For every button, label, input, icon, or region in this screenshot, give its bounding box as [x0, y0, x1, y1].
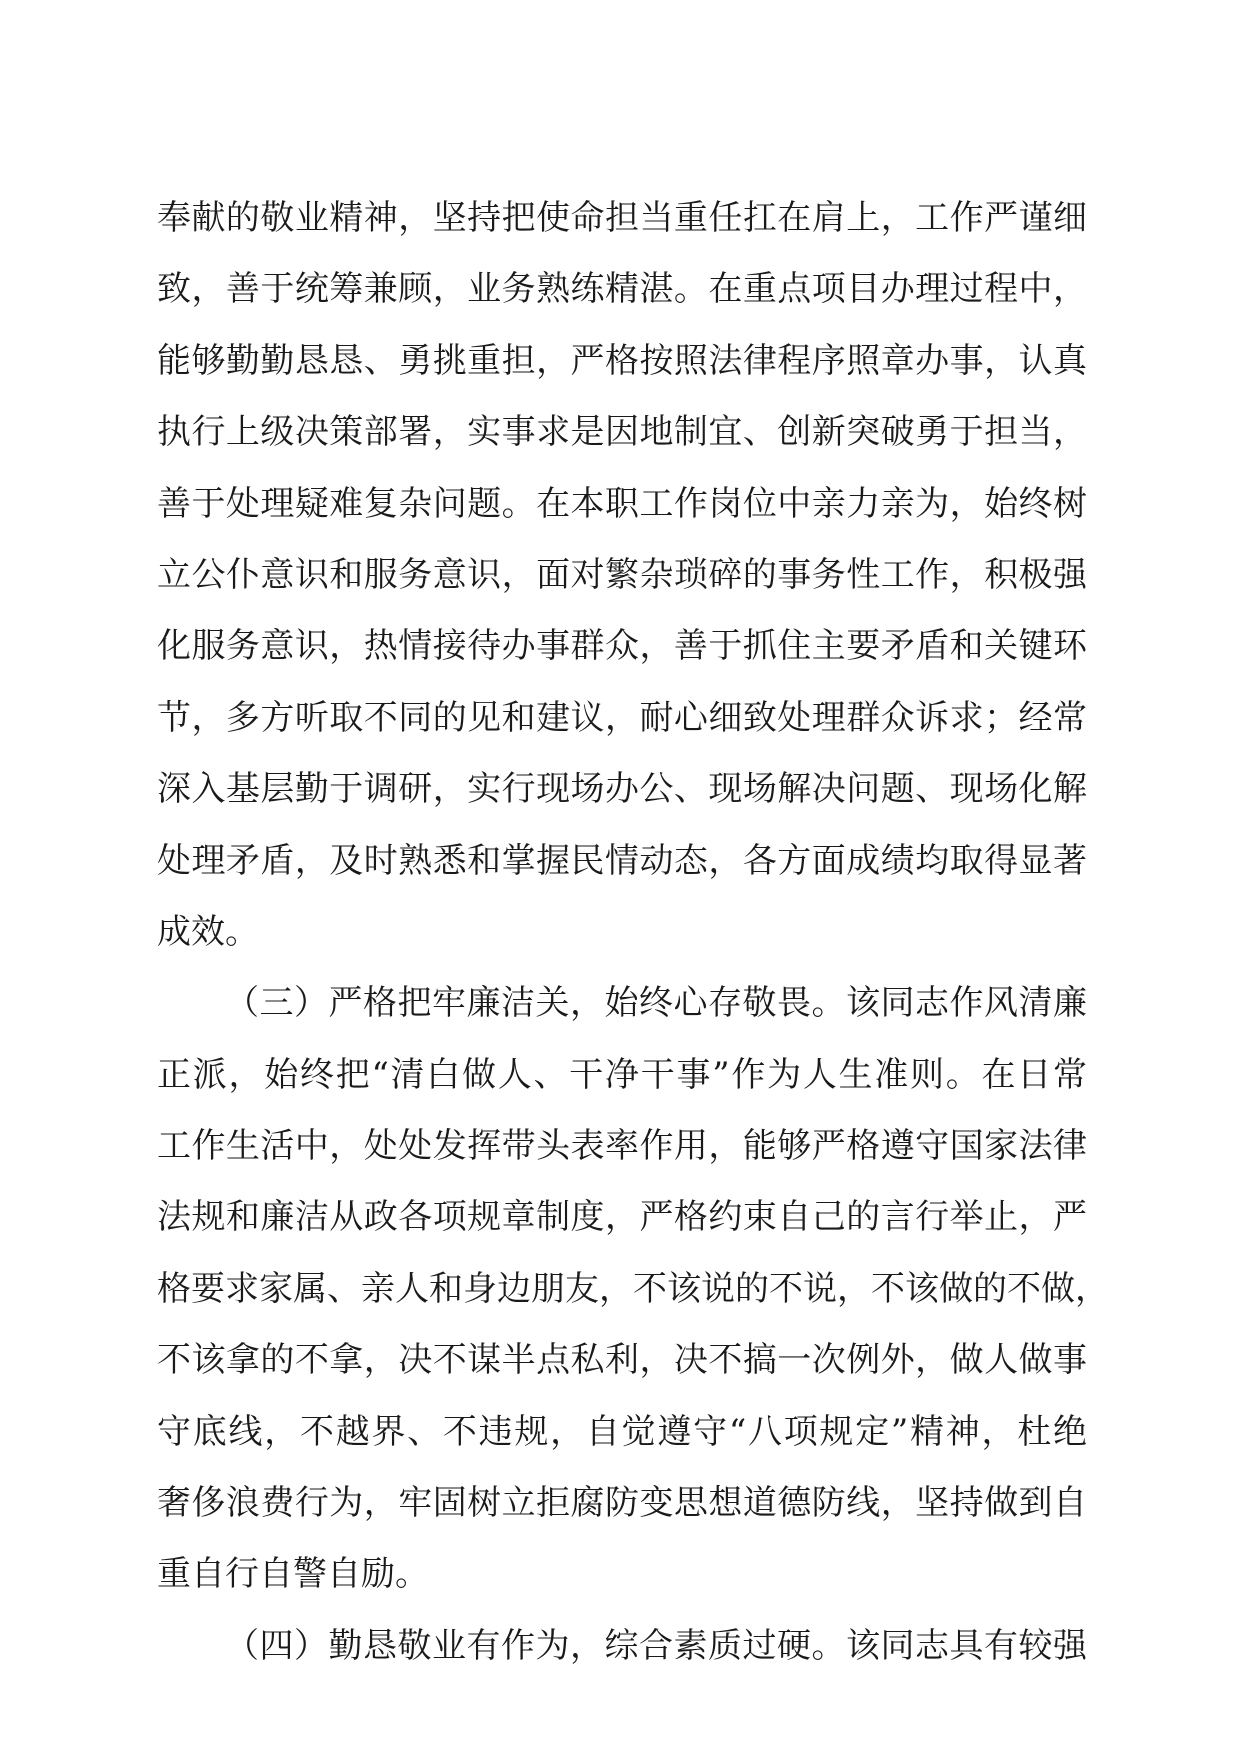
- paragraph-line: 成效。: [157, 911, 259, 952]
- paragraph-line: 格要求家属、亲人和身边朋友，不该说的不说，不该做的不做，: [157, 1268, 1109, 1309]
- paragraph-line: 法规和廉洁从政各项规章制度，严格约束自己的言行举止，严: [157, 1197, 1087, 1238]
- paragraph-line: 正派，始终把“清白做人、干净干事”作为人生准则。在日常: [157, 1054, 1087, 1095]
- document-body: [157, 183, 1109, 1682]
- paragraph-integrity: [157, 968, 1109, 1611]
- paragraph-line: 能够勤勤恳恳、勇挑重担，严格按照法律程序照章办事，认真: [157, 340, 1087, 381]
- paragraph-dedication: [157, 183, 1087, 968]
- paragraph-line: 节，多方听取不同的见和建议，耐心细致处理群众诉求；经常: [157, 697, 1087, 738]
- paragraph-line: 深入基层勤于调研，实行现场办公、现场解决问题、现场化解: [157, 769, 1087, 810]
- paragraph-line: 不该拿的不拿，决不谋半点私利，决不搞一次例外，做人做事: [157, 1340, 1087, 1381]
- paragraph-diligence: [157, 1611, 1087, 1682]
- paragraph-line: 立公仆意识和服务意识，面对繁杂琐碎的事务性工作，积极强: [157, 554, 1087, 595]
- paragraph-line: 奢侈浪费行为，牢固树立拒腐防变思想道德防线，坚持做到自: [157, 1483, 1087, 1524]
- paragraph-line: 处理矛盾，及时熟悉和掌握民情动态，各方面成绩均取得显著: [157, 840, 1087, 881]
- section-heading-line: （四）勤恳敬业有作为，综合素质过硬。该同志具有较强: [225, 1625, 1087, 1666]
- paragraph-line: 执行上级决策部署，实事求是因地制宜、创新突破勇于担当，: [157, 412, 1087, 453]
- paragraph-line: 化服务意识，热情接待办事群众，善于抓住主要矛盾和关键环: [157, 626, 1087, 667]
- paragraph-line: 善于处理疑难复杂问题。在本职工作岗位中亲力亲为，始终树: [157, 483, 1087, 524]
- section-heading-line: （三）严格把牢廉洁关，始终心存敬畏。该同志作风清廉: [225, 983, 1087, 1024]
- paragraph-line: 守底线，不越界、不违规，自觉遵守“八项规定”精神，杜绝: [157, 1411, 1087, 1452]
- paragraph-line: 奉献的敬业精神，坚持把使命担当重任扛在肩上，工作严谨细: [157, 198, 1087, 238]
- paragraph-line: 重自行自警自励。: [157, 1554, 429, 1595]
- paragraph-line: 致，善于统筹兼顾，业务熟练精湛。在重点项目办理过程中，: [157, 269, 1087, 310]
- paragraph-line: 工作生活中，处处发挥带头表率作用，能够严格遵守国家法律: [157, 1126, 1087, 1167]
